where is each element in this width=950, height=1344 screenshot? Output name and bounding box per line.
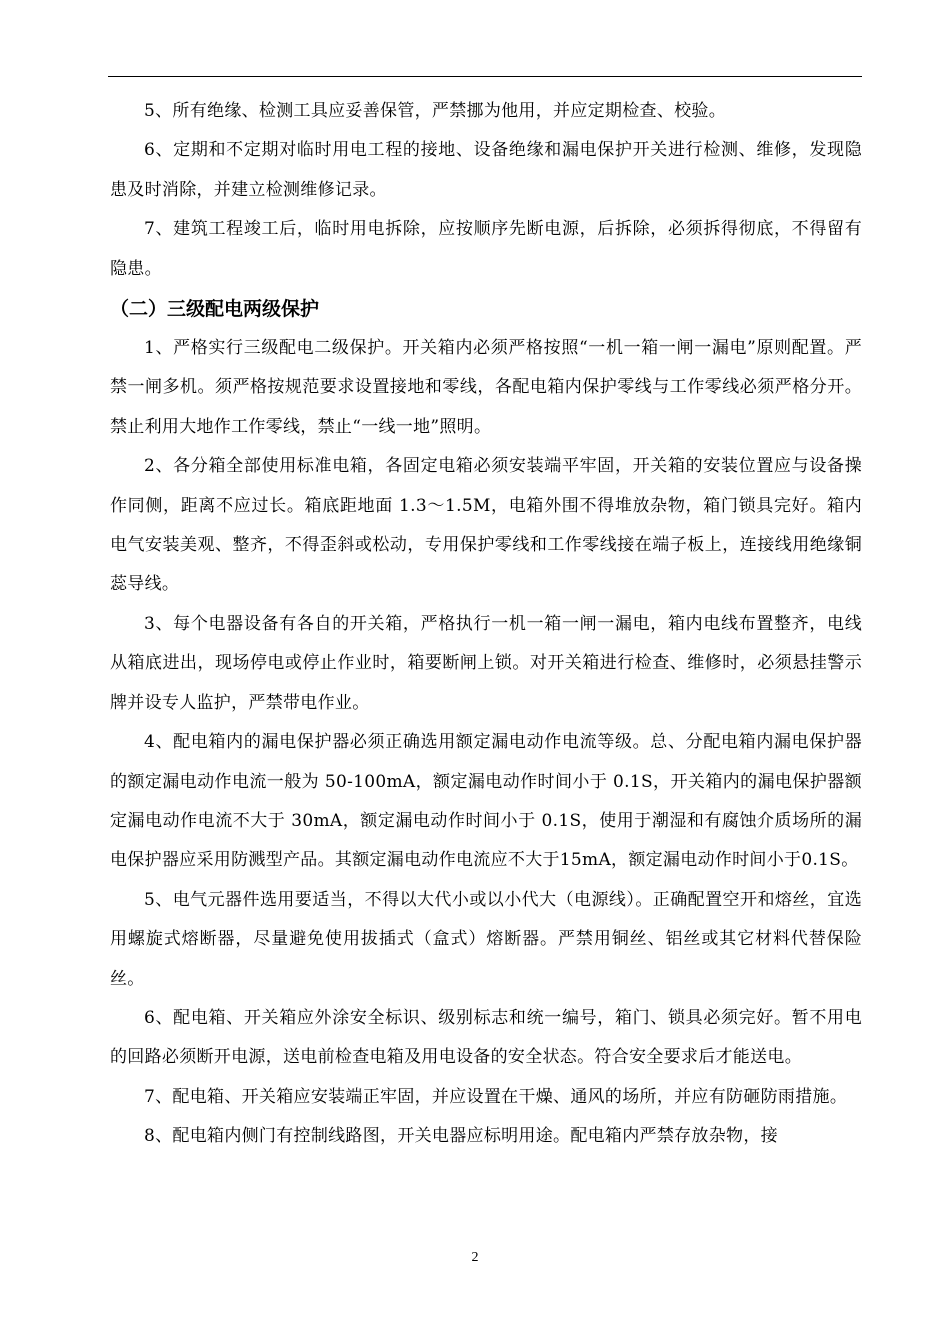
- paragraph-wiring-diagram: 8、配电箱内侧门有控制线路图，开关电器应标明用途。配电箱内严禁存放杂物，接: [144, 1126, 778, 1147]
- paragraph-dismantling: 7、建筑工程竣工后，临时用电拆除，应按顺序先断电源，后拆除，必须拆得彻底，不得留有隐患。: [110, 219, 862, 279]
- paragraph-components: 5、电气元器件选用要适当，不得以大代小或以小代大（电源线）。正确配置空开和熔丝，宜选用螺旋式熔断器，尽量避免使用拔插式（盒式）熔断器。严禁用铜丝、铝丝或其它材料代替保险丝。: [110, 889, 862, 989]
- paragraph-leakage-protector: 4、配电箱内的漏电保护器必须正确选用额定漏电动作电流等级。总、分配电箱内漏电保护器的额定漏电动作电流一般为 50-100mA，额定漏电动作时间小于 0.1S，开关箱内的漏电保护器额定漏电动作电流不大于 30mA，额定漏电动作时间小于 0.1S，使用于潮湿和有腐蚀介质场所的漏电保护器应采用防溅型产品。其额定漏电动作电流应不大于15mA，额定漏电动作时间小于0.1S。: [110, 732, 862, 871]
- paragraph-three-level-distribution: 1、严格实行三级配电二级保护。开关箱内必须严格按照“一机一箱一闸一漏电”原则配置。严禁一闸多机。须严格按规范要求设置接地和零线，各配电箱内保护零线与工作零线必须严格分开。禁止利用大地作工作零线，禁止“一线一地”照明。: [110, 338, 862, 437]
- paragraph-installation: 7、配电箱、开关箱应安装端正牢固，并应设置在干燥、通风的场所，并应有防砸防雨措施。: [144, 1086, 848, 1107]
- document-body: [110, 92, 862, 1157]
- paragraph-safety-marking: 6、配电箱、开关箱应外涂安全标识、级别标志和统一编号，箱门、锁具必须完好。暂不用电的回路必须断开电源，送电前检查电箱及用电设备的安全状态。符合安全要求后才能送电。: [110, 1007, 862, 1068]
- paragraph-standard-boxes: 2、各分箱全部使用标准电箱，各固定电箱必须安装端平牢固，开关箱的安装位置应与设备操作同侧，距离不应过长。箱底距地面 1.3～1.5M，电箱外围不得堆放杂物，箱门锁具完好。箱内电气安装美观、整齐，不得歪斜或松动，专用保护零线和工作零线接在端子板上，连接线用绝缘铜蕊导线。: [110, 456, 862, 595]
- paragraph-switch-boxes: 3、每个电器设备有各自的开关箱，严格执行一机一箱一闸一漏电，箱内电线布置整齐，电线从箱底进出，现场停电或停止作业时，箱要断闸上锁。对开关箱进行检查、维修时，必须悬挂警示牌并设专人监护，严禁带电作业。: [110, 613, 862, 713]
- paragraph-tools-storage: 5、所有绝缘、检测工具应妥善保管，严禁挪为他用，并应定期检查、校验。: [144, 101, 727, 121]
- paragraph-periodic-inspection: 6、定期和不定期对临时用电工程的接地、设备绝缘和漏电保护开关进行检测、维修，发现隐患及时消除，并建立检测维修记录。: [110, 140, 862, 200]
- header-rule: [108, 76, 862, 77]
- page-number: 2: [471, 1250, 479, 1265]
- section-heading: （二）三级配电两级保护: [110, 298, 320, 321]
